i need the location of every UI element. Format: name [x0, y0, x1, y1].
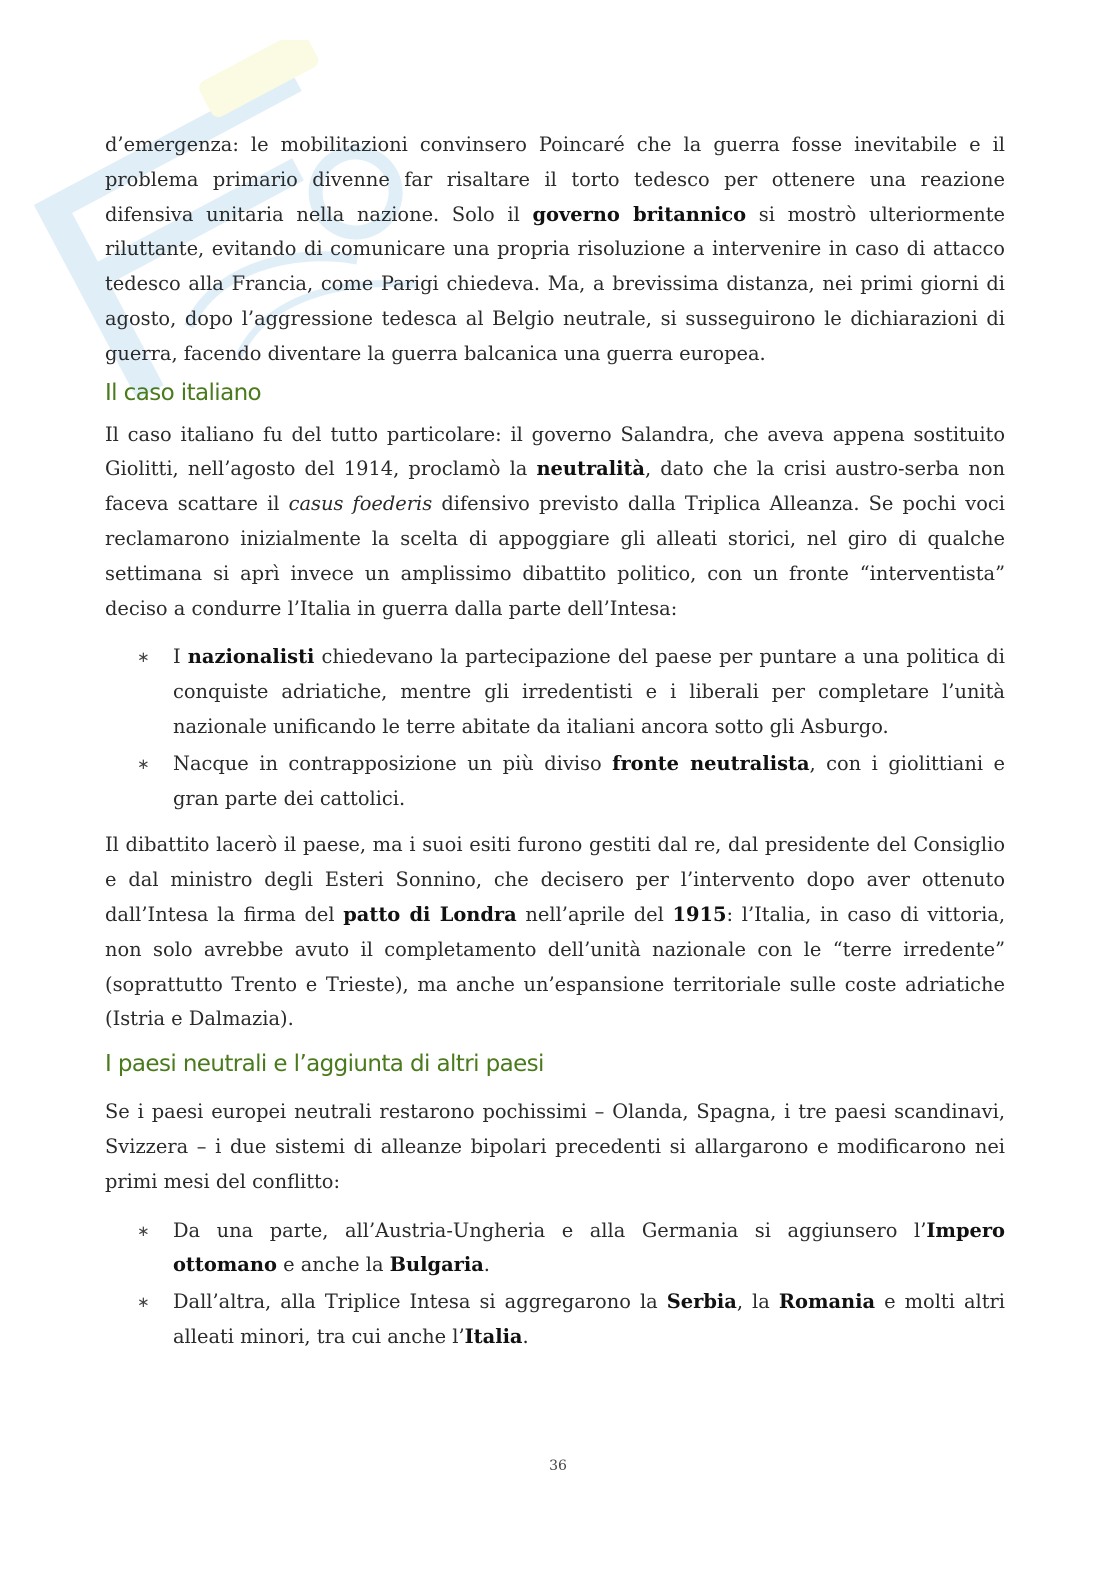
bold-term: nazionalisti — [187, 645, 315, 669]
bold-term: fronte neutralista — [612, 751, 810, 775]
section-heading-caso-italiano: Il caso italiano — [105, 379, 262, 406]
text-span: difensivo previsto dalla Triplica Alleanza. Se pochi voci reclamarono inizialmente la scelta di appoggiare gli alleati storici, nel giro di qualche settimana si aprì invece un amplissimo dibattito politico, con un fronte “interventista” deciso a condurre l’Italia in guerra dalla parte dell’Intesa: — [105, 492, 1005, 620]
bold-term: Serbia — [666, 1290, 737, 1314]
list-item — [105, 1214, 1005, 1284]
asterisk-bullet-icon: ∗ — [137, 1293, 150, 1312]
bullet-list-fronti — [105, 640, 1005, 816]
text-span: chiedevano la partecipazione del paese per puntare a una politica di conquiste adriatiche, mentre gli irredentisti e i liberali per completare l’unità nazionale unificando le terre abitate da italiani ancora sotto gli Asburgo. — [173, 645, 1005, 738]
bold-term: Italia — [464, 1324, 523, 1348]
text-span: d’emergenza: le mobilitazioni convinsero Poincaré che la guerra fosse inevitabile e il problema primario divenne far risaltare il torto tedesco per ottenere una reazione difensiva unitaria nella nazione. Solo il — [105, 133, 1005, 226]
text-span: e molti altri alleati minori, tra cui anche l’ — [173, 1290, 1006, 1348]
text-span: , dato che la crisi austro-serba non faceva scattare il — [105, 457, 1005, 516]
bold-term: governo britannico — [532, 202, 747, 226]
list-item — [105, 640, 1005, 744]
bold-year: 1915 — [672, 902, 727, 926]
page-number: 36 — [549, 1458, 567, 1474]
asterisk-bullet-icon: ∗ — [137, 648, 150, 667]
paragraph-dibattito — [105, 828, 1005, 1037]
text-span: nell’aprile del — [516, 902, 673, 926]
text-span: e anche la — [276, 1253, 390, 1277]
paragraph-paesi-neutrali: Se i paesi europei neutrali restarono pochissimi – Olanda, Spagna, i tre paesi scandinavi, Svizzera – i due sistemi di alleanze bipolari precedenti si allargarono e modificarono nei primi mesi del conflitto: — [105, 1100, 1005, 1193]
list-item — [105, 1285, 1005, 1355]
text-span: Nacque in contrapposizione un più diviso — [173, 751, 613, 775]
text-span: Dall’altra, alla Triplice Intesa si aggregarono la — [173, 1290, 667, 1314]
bold-term: Impero ottomano — [173, 1218, 1005, 1277]
paragraph-caso-italiano — [105, 418, 1005, 627]
text-span: Il caso italiano fu del tutto particolare: il governo Salandra, che aveva appena sostituito Giolitti, nell’agosto del 1914, proclamò la — [105, 422, 1005, 481]
bold-term: patto di Londra — [343, 902, 517, 926]
text-span: Il dibattito lacerò il paese, ma i suoi esiti furono gestiti dal re, dal presidente del Consiglio e dal ministro degli Esteri Sonnino, che decisero per l’intervento dopo aver ottenuto dall’Intesa la firma del — [105, 833, 1005, 926]
text-span: , con i giolittiani e gran parte dei cattolici. — [173, 751, 1006, 810]
list-item — [105, 747, 1005, 817]
bold-term: Romania — [778, 1290, 876, 1314]
text-span: : l’Italia, in caso di vittoria, non solo avrebbe avuto il completamento dell’unità nazionale con le “terre irredente” (soprattutto Trento e Trieste), ma anche un’espansione territoriale sulle coste adriatiche (Istria e Dalmazia). — [105, 902, 1005, 1031]
text-span: . — [483, 1253, 490, 1277]
asterisk-bullet-icon: ∗ — [137, 1221, 150, 1240]
italic-term: casus foederis — [288, 492, 433, 516]
text-span: Da una parte, all’Austria-Ungheria e alla Germania si aggiunsero l’ — [173, 1218, 927, 1242]
bullet-list-alleanze — [105, 1214, 1005, 1355]
text-span: si mostrò ulteriormente riluttante, evitando di comunicare una propria risoluzione a intervenire in caso di attacco tedesco alla Francia, come Parigi chiedeva. Ma, a brevissima distanza, nei primi giorni di agosto, dopo l’aggressione tedesca al Belgio neutrale, si susseguirono le dichiarazioni di guerra, facendo diventare la guerra balcanica una guerra europea. — [105, 202, 1005, 365]
paragraph-emergenza — [105, 128, 1005, 372]
page-content — [105, 128, 1005, 1367]
section-heading-paesi-neutrali: I paesi neutrali e l’aggiunta di altri paesi — [105, 1051, 544, 1078]
asterisk-bullet-icon: ∗ — [137, 754, 150, 773]
text-span: , la — [736, 1290, 779, 1314]
bold-term: neutralità — [536, 457, 645, 481]
bold-term: Bulgaria — [389, 1253, 484, 1277]
text-span: I — [173, 645, 188, 669]
text-span: . — [522, 1324, 529, 1348]
